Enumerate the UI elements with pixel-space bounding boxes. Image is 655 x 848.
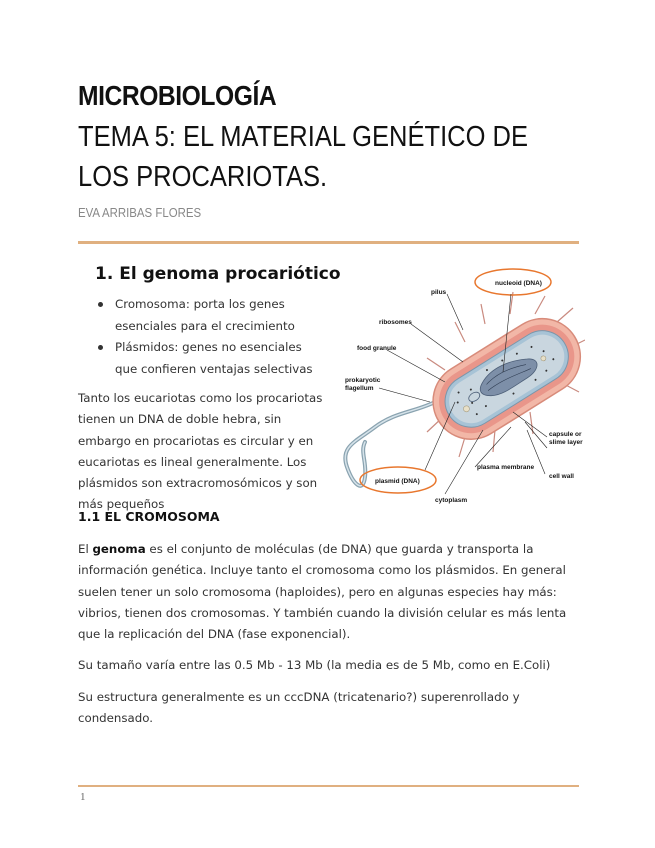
section-heading-genoma: 1. El genoma procariótico (95, 264, 341, 284)
label-ribosomes: ribosomes (379, 319, 412, 326)
label-capsule-1: capsule or (549, 431, 582, 438)
paragraph-estructura: Su estructura generalmente es un cccDNA (tricatenario?) superenrollado y condensado. (78, 690, 520, 726)
label-capsule-2: slime layer (549, 439, 583, 446)
paragraph-eucariotas-procariotas: Tanto los eucariotas como los procariotas tienen un DNA de doble hebra, sin embargo en procariotas es circular y en eucariotas es lineal generalmente. Los plásmidos son extracromosómicos y son más pequeños (78, 391, 323, 512)
flagellum (345, 402, 435, 486)
cell-diagram-svg (335, 262, 585, 510)
bullet-list (95, 294, 325, 380)
paragraph-genoma (78, 539, 583, 645)
label-flagellum-2: flagellum (345, 385, 374, 392)
page-number: 1 (80, 791, 86, 803)
document-subtitle: TEMA 5: EL MATERIAL GENÉTICO DE LOS PROCARIOTAS. (78, 121, 529, 193)
label-plasma-membrane: plasma membrane (477, 464, 535, 471)
label-flagellum-1: prokaryotic (345, 377, 381, 384)
header-divider (78, 241, 579, 244)
author-name: EVA ARRIBAS FLORES (78, 205, 202, 220)
document-title: MICROBIOLOGÍA (78, 80, 277, 111)
p1-rest: es el conjunto de moléculas (de DNA) que guarda y transporta la información genética. Incluye tanto el cromosoma como los plásmidos. En general suelen tener un solo cromosoma (haploides), pero en algunas especies hay más: vibrios, tienen dos cromosomas. Y también cuando la división celular es más lenta que la replicación del DNA (fase exponencial). (78, 542, 567, 642)
paragraph-tamano: Su tamaño varía entre las 0.5 Mb - 13 Mb (la media es de 5 Mb, como en E.Coli) (78, 658, 551, 672)
label-plasmid: plasmid (DNA) (375, 478, 420, 485)
label-cell-wall: cell wall (549, 473, 574, 480)
p1-start: El (78, 542, 93, 556)
prokaryotic-cell-diagram (335, 262, 585, 510)
label-nucleoid: nucleoid (DNA) (495, 280, 542, 287)
label-cytoplasm: cytoplasm (435, 497, 468, 504)
genoma-bold: genoma (92, 542, 146, 556)
footer-divider (78, 785, 579, 787)
bullet-item-cromosoma: Cromosoma: porta los genes esenciales para el crecimiento (95, 294, 325, 337)
label-food-granule: food granule (357, 345, 397, 352)
section-heading-cromosoma: 1.1 EL CROMOSOMA (78, 509, 220, 524)
label-pilus: pilus (431, 289, 447, 296)
bullet-item-plasmidos: Plásmidos: genes no esenciales que confieren ventajas selectivas (95, 337, 325, 380)
